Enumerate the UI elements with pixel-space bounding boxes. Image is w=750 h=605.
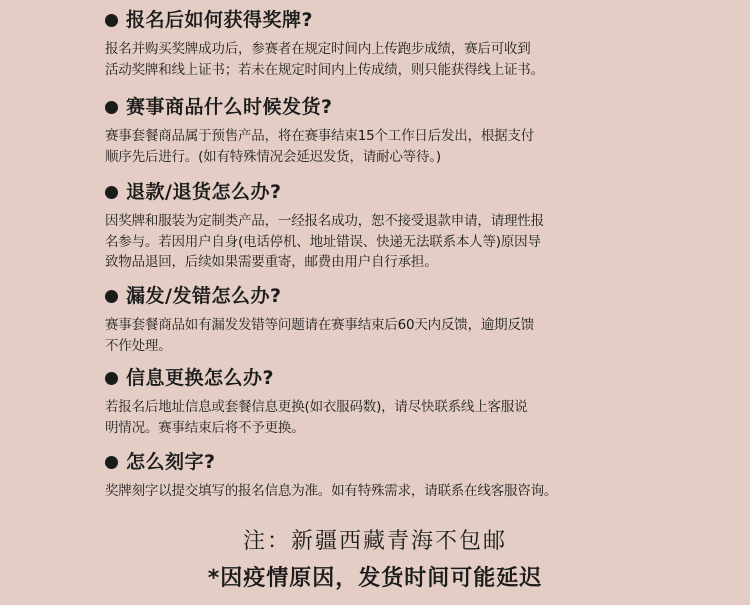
question-title: 信息更换怎么办? [126,367,275,389]
question-title: 赛事商品什么时候发货? [126,96,333,118]
answer-line: 奖牌刻字以提交填写的报名信息为准。如有特殊需求，请联系在线客服咨询。 [105,483,558,499]
bullet-icon [105,290,118,303]
bullet-icon [105,186,118,199]
question-title: 报名后如何获得奖牌? [126,9,314,31]
answer-text [105,39,705,80]
answer-text [105,397,705,438]
answer-text [105,315,705,356]
answer-line: 赛事套餐商品属于预售产品，将在赛事结束15个工作日后发出，根据支付 [105,128,535,144]
answer-line: 不作处理。 [105,337,172,354]
faq-item-engraving [105,450,705,502]
question-title: 怎么刻字? [126,451,216,473]
answer-line: 名参与。若因用户自身(电话停机、地址错误、快递无法联系本人等)原因导 [105,233,541,250]
faq-item-refund [105,180,705,273]
answer-line: 活动奖牌和线上证书；若未在规定时间内上传成绩，则只能获得线上证书。 [105,61,544,78]
faq-item-missing-wrong [105,284,705,356]
answer-text [105,126,705,167]
bullet-icon [105,14,118,27]
answer-text [105,481,705,502]
answer-line: 明情况。赛事结束后将不予更换。 [105,419,305,436]
answer-text [105,211,705,273]
answer-line: 若报名后地址信息或套餐信息更换(如衣服码数)，请尽快联系线上客服说 [105,399,528,415]
question-title: 漏发/发错怎么办? [126,285,282,307]
bullet-icon [105,101,118,114]
answer-line: 顺序先后进行。(如有特殊情况会延迟发货，请耐心等待。) [105,148,441,165]
faq-item-info-change [105,366,705,438]
answer-line: 因奖牌和服装为定制类产品，一经报名成功，恕不接受退款申请，请理性报 [105,213,544,229]
answer-line: 报名并购买奖牌成功后，参赛者在规定时间内上传跑步成绩，赛后可收到 [105,41,531,57]
question-title: 退款/退货怎么办? [126,181,282,203]
faq-item-shipping-time [105,95,705,167]
bullet-icon [105,456,118,469]
faq-item-medal [105,8,705,80]
answer-line: 赛事套餐商品如有漏发发错等问题请在赛事结束后60天内反馈，逾期反馈 [105,317,535,333]
shipping-exclusion-note: 注：新疆西藏青海不包邮 [242,529,507,554]
answer-line: 致物品退回，后续如果需要重寄，邮费由用户自行承担。 [105,254,438,270]
delay-notice: *因疫情原因，发货时间可能延迟 [207,566,543,591]
bullet-icon [105,372,118,385]
